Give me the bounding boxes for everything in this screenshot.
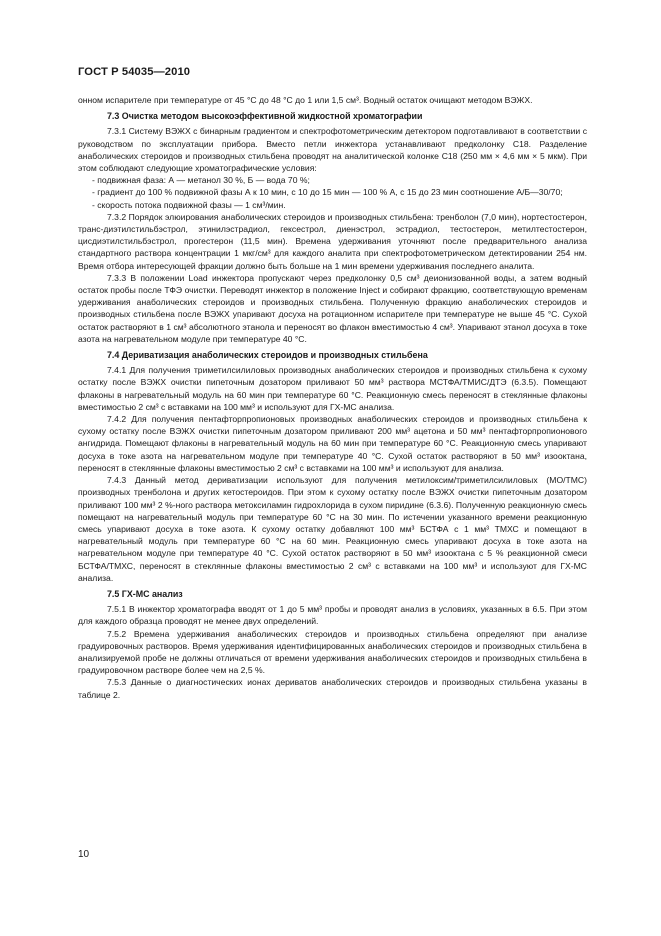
document-body [78, 94, 587, 701]
paragraph-7-4-3: 7.4.3 Данный метод дериватизации используют для получения метилоксим/триметилсилиловых (МО/ТМС) производных тренболона и других кетостероидов. При этом к сухому остатку после ВЭЖХ очистки пипеточным дозатором приливают 100 мм³ 2 %-ного раствора метоксиламин гидрохлорида в сухом пиридине (6.3.6). Полученную реакционную смесь помещают на нагревательный модуль при температуре 60 °С на 30 мин. По истечении указанного времени реакционную смесь упаривают досуха в токе азота. К сухому остатку добавляют 100 мм³ БСТФА с 1 мм³ ТМХС и помещают в нагревательный модуль при температуре 60 °С на 60 мин. Реакционную смесь упаривают досуха в токе азота на нагревательном модуле при температуре 40 °С. Сухой остаток растворяют в 50 мм³ изооктана с 5 % реакционной смеси БСТФА/ТМХС, переносят в стеклянные флаконы вместимостью 2 см³ с вставками на 100 мм³ и используют для ГХ-МС анализа. [78, 475, 587, 583]
paragraph-7-3-1: 7.3.1 Систему ВЭЖХ с бинарным градиентом и спектрофотометрическим детектором подготавливают в соответствии с руководством по эксплуатации прибора. Вместо петли инжектора устанавливают предколонку С18. Разделение анаболических стероидов и производных стильбена проводят на аналитической колонке С18 (250 мм × 4,6 мм × 5 мкм). При этом соблюдают следующие хроматографические условия: [78, 126, 587, 174]
paragraph-7-5-3: 7.5.3 Данные о диагностических ионах дериватов анаболических стероидов и производных стильбена указаны в таблице 2. [78, 677, 587, 700]
list-item: - градиент до 100 % подвижной фазы А к 10 мин, с 10 до 15 мин — 100 % А, с 15 до 23 мин соотношение А/Б—30/70; [92, 187, 563, 198]
list-item: - подвижная фаза: А — метанол 30 %, Б — вода 70 %; [92, 175, 310, 186]
paragraph-7-4-2: 7.4.2 Для получения пентафторпропионовых производных анаболических стероидов и производных стильбена к сухому остатку после ВЭЖХ очистки пипеточным дозатором приливают 200 мм³ ацетона и 50 мм³ пентафторпропионового ангидрида. Помещают флаконы в нагревательный модуль на 60 мин при температуре 60 °С. Реакционную смесь упаривают досуха в токе азота на нагревательном модуле при температуре 40 °С. Сухой остаток растворяют в 50 мм³ изооктана, переносят в стеклянные флаконы вместимостью 2 см³ с вставками на 100 мм³ и используют для анализа. [78, 414, 587, 473]
paragraph: онном испарителе при температуре от 45 °С до 48 °С до 1 или 1,5 см³. Водный остаток очищают методом ВЭЖХ. [78, 95, 533, 105]
document-header: ГОСТ Р 54035—2010 [78, 66, 191, 78]
paragraph-7-5-1: 7.5.1 В инжектор хроматографа вводят от 1 до 5 мм³ пробы и проводят анализ в условиях, указанных в 6.5. При этом для каждого образца проводят не менее двух определений. [78, 604, 587, 627]
section-heading-7-4: 7.4 Дериватизация анаболических стероидов и производных стильбена [107, 350, 428, 361]
paragraph-7-3-3: 7.3.3 В положении Load инжектора пропускают через предколонку 0,5 см³ деионизованной воды, а затем водный остаток пробы после ТФЭ очистки. Переводят инжектор в положение Inject и собирают фракцию, соответствующую временам удерживания анаболических стероидов и производных стильбена. Полученную фракцию анаболических стероидов и производных стильбена после ВЭЖХ упаривают досуха на ротационном испарителе при температуре не выше 45 °С. Сухой остаток растворяют в 1 см³ абсолютного этанола и переносят во флакон вместимостью 4 см³. Упаривают этанол досуха в токе азота на нагревательном модуле при температуре 40 °С. [78, 272, 587, 344]
list-item: - скорость потока подвижной фазы — 1 см³/мин. [92, 199, 286, 210]
section-heading-7-3: 7.3 Очистка методом высокоэффективной жидкостной хроматографии [107, 111, 423, 122]
paragraph-7-3-2: 7.3.2 Порядок элюирования анаболических стероидов и производных стильбена: тренболон (7,0 мин), нортестостерон, транс-диэтилстильбэстрол, этинилэстрадиол, гексестрол, диенэстрол, эстрадиол, тестостерон, метилтестостерон, цисдиэтилстильбэстрол, прогестерон (11,5 мин). Времена удерживания уточняют после предварительного анализа стандартного раствора концентрации 1 мкг/см³ для каждого аналита при спектрофотометрическом детектировании 254 нм. Время отбора интересующей фракции должно быть больше на 1 мин времени удерживания последнего аналита. [78, 211, 587, 271]
paragraph-7-4-1: 7.4.1 Для получения триметилсилиловых производных анаболических стероидов и производных стильбена к сухому остатку после ВЭЖХ очистки пипеточным дозатором приливают 50 мм³ раствора МСТФА/ТМИС/ДТЭ (6.3.5). Помещают флаконы в нагревательный модуль на 60 мин при температуре 60 °С. Реакционную смесь переносят в стеклянные флаконы вместимостью 2 см³ с вставками на 100 мм³ и используют для ГХ-МС анализа. [78, 365, 587, 412]
paragraph-7-5-2: 7.5.2 Времена удерживания анаболических стероидов и производных стильбена определяют при анализе градуировочных растворов. Время удерживания идентифицированных анаболических стероидов и производных стильбена в анализируемой пробе не должны отличаться от времени удерживания анаболических стероидов и производных стильбена в градуировочном растворе более чем на 2,5 %. [78, 628, 587, 676]
page-number: 10 [78, 849, 90, 860]
section-heading-7-5: 7.5 ГХ-МС анализ [107, 588, 183, 599]
